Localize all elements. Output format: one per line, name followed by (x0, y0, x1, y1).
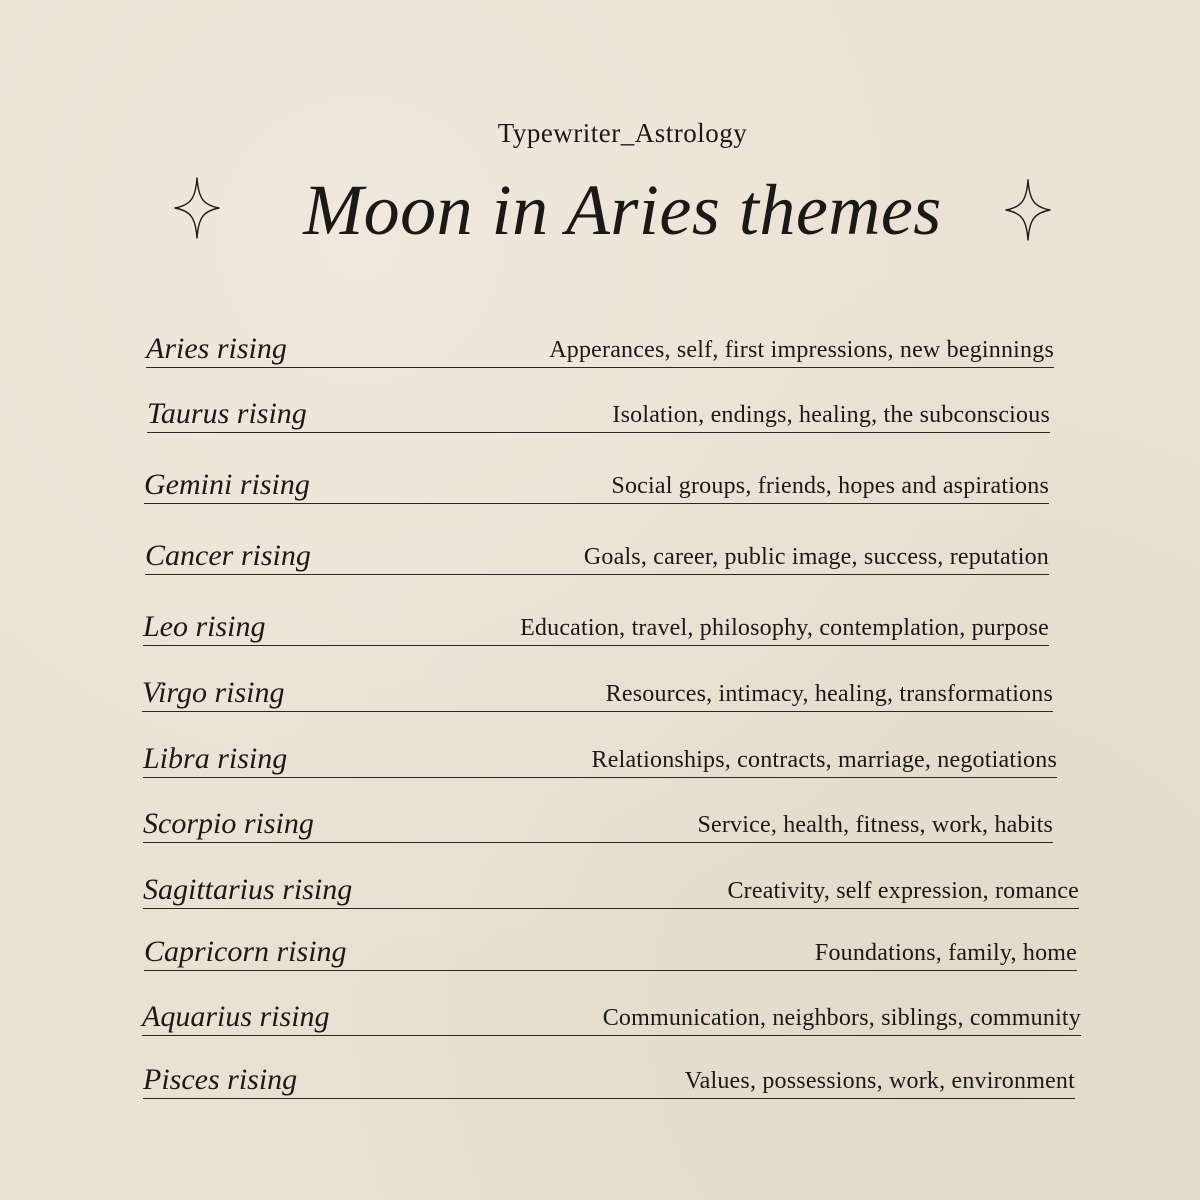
rising-sign-label: Gemini rising (144, 468, 310, 501)
sparkle-icon (1004, 178, 1052, 242)
rising-sign-label: Libra rising (143, 742, 288, 775)
underline (142, 711, 1053, 712)
underline (143, 842, 1053, 843)
rising-sign-label: Sagittarius rising (143, 873, 353, 906)
rising-sign-label: Cancer rising (145, 539, 311, 572)
rising-sign-label: Aquarius rising (142, 1000, 330, 1033)
list-item (143, 605, 1049, 645)
theme-text: Communication, neighbors, siblings, community (602, 1005, 1081, 1031)
underline (143, 777, 1057, 778)
list-item (146, 327, 1054, 367)
theme-text: Social groups, friends, hopes and aspirations (611, 473, 1049, 499)
theme-text: Relationships, contracts, marriage, negotiations (591, 747, 1057, 773)
theme-text: Resources, intimacy, healing, transformations (605, 681, 1053, 707)
theme-text: Values, possessions, work, environment (684, 1068, 1075, 1094)
underline (143, 1098, 1075, 1099)
underline (147, 432, 1050, 433)
rising-sign-label: Taurus rising (147, 397, 307, 430)
account-handle: Typewriter_Astrology (497, 118, 748, 148)
list-item (142, 671, 1053, 711)
underline (144, 503, 1049, 504)
underline (143, 645, 1049, 646)
list-item (142, 995, 1081, 1035)
theme-text: Creativity, self expression, romance (727, 878, 1079, 904)
rising-sign-label: Capricorn rising (144, 935, 347, 968)
rising-sign-label: Pisces rising (143, 1063, 298, 1096)
list-item (147, 392, 1050, 432)
underline (146, 367, 1054, 368)
theme-text: Foundations, family, home (814, 940, 1077, 966)
theme-text: Service, health, fitness, work, habits (697, 812, 1053, 838)
theme-text: Apperances, self, first impressions, new beginnings (549, 337, 1054, 363)
list-item (143, 737, 1057, 777)
underline (144, 970, 1077, 971)
theme-text: Goals, career, public image, success, reputation (583, 544, 1049, 570)
rising-sign-label: Leo rising (143, 610, 266, 643)
list-item (143, 868, 1079, 908)
list-item (143, 802, 1053, 842)
underline (142, 1035, 1081, 1036)
underline (145, 574, 1049, 575)
list-item (144, 463, 1049, 503)
rising-sign-label: Virgo rising (142, 676, 285, 709)
list-item (144, 930, 1077, 970)
rising-sign-label: Aries rising (146, 332, 287, 365)
theme-text: Education, travel, philosophy, contemplation, purpose (520, 615, 1049, 641)
underline (143, 908, 1079, 909)
list-item (143, 1058, 1075, 1098)
theme-text: Isolation, endings, healing, the subconscious (612, 402, 1050, 428)
list-item (145, 534, 1049, 574)
rising-sign-label: Scorpio rising (143, 807, 314, 840)
page-title: Moon in Aries themes (303, 170, 942, 250)
